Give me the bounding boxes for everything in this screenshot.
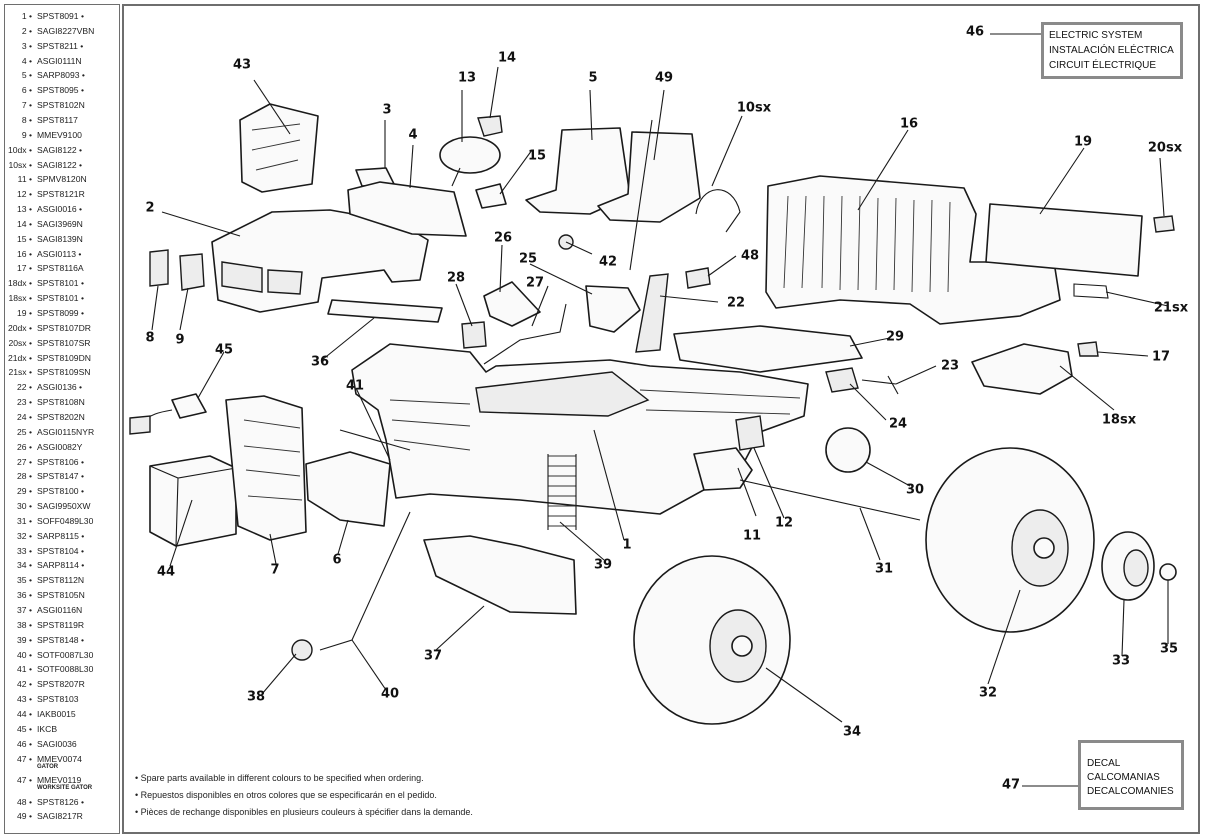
part-35 xyxy=(1160,564,1176,580)
part-number: 13 • xyxy=(17,204,32,215)
callout-30: 30 xyxy=(905,482,925,498)
part-15 xyxy=(476,184,506,208)
part-number: 4 • xyxy=(21,55,32,66)
part-code: SPST8104 • xyxy=(37,545,84,556)
part-number: 38 • xyxy=(17,619,32,630)
part-headlight-left xyxy=(150,250,168,286)
part-code: SPMV8120N xyxy=(37,174,87,185)
part-code: SARP8115 • xyxy=(37,530,85,541)
part-number: 26 • xyxy=(17,441,32,452)
part-number: 39 • xyxy=(17,634,32,645)
part-code: ASGI0082Y xyxy=(37,441,83,452)
callout-42: 42 xyxy=(598,254,618,270)
part-number: 15 • xyxy=(17,233,32,244)
part-code: SARP8093 • xyxy=(37,70,85,81)
part-code: SPST8107SR xyxy=(37,337,91,348)
callout-2: 2 xyxy=(145,200,155,216)
part-code: SPST8101 • xyxy=(37,278,84,289)
callout-19: 19 xyxy=(1073,134,1093,150)
callout-8: 8 xyxy=(145,330,155,346)
part-code: SPST8211 • xyxy=(37,40,84,51)
part-38 xyxy=(292,640,312,660)
callout-29: 29 xyxy=(885,329,905,345)
part-battery xyxy=(150,456,236,546)
part-code: SPST8109DN xyxy=(37,352,91,363)
part-variant: WORKSITE GATOR xyxy=(37,785,93,791)
callout-28: 28 xyxy=(446,270,466,286)
part-number: 14 • xyxy=(17,218,32,229)
part-25 xyxy=(586,286,640,332)
callout-34: 34 xyxy=(842,724,862,740)
callout-9: 9 xyxy=(175,332,185,348)
part-code: SPST8202N xyxy=(37,411,85,422)
footnotes xyxy=(135,770,473,821)
part-number: 21dx • xyxy=(7,352,32,363)
part-code: SPST8108N xyxy=(37,397,85,408)
part-code: SAGI3969N xyxy=(37,218,83,229)
callout-31: 31 xyxy=(874,561,894,577)
callout-38: 38 xyxy=(246,689,266,705)
part-number: 23 • xyxy=(17,397,32,408)
callout-48: 48 xyxy=(740,248,760,264)
callout-7: 7 xyxy=(270,562,280,578)
callout-5: 5 xyxy=(588,70,598,86)
part-code: SPST8099 • xyxy=(37,308,84,318)
part-number: 46 • xyxy=(17,738,32,749)
part-headlight-right xyxy=(180,254,204,290)
part-code: ASGI0115NYR xyxy=(37,426,95,437)
part-number: 43 • xyxy=(17,694,32,705)
part-number: 6 • xyxy=(21,85,32,96)
part-code: SPST8112N xyxy=(37,575,85,586)
part-steering-wheel xyxy=(440,137,500,186)
part-gearbox xyxy=(826,428,870,472)
part-number: 10sx • xyxy=(8,159,32,170)
callout-26: 26 xyxy=(493,230,513,246)
electric-system-line: ELECTRIC SYSTEM xyxy=(1049,30,1143,41)
part-seats xyxy=(526,128,700,222)
part-grille xyxy=(226,396,306,540)
part-rear-wheel xyxy=(926,448,1094,632)
part-number: 28 • xyxy=(17,471,32,482)
part-number: 47 • xyxy=(17,775,32,785)
callout-21sx: 21sx xyxy=(1153,300,1189,316)
part-code: SPST8103 xyxy=(37,694,79,705)
part-code: SAGI0036 xyxy=(37,738,77,749)
part-code: SPST8091 • xyxy=(37,11,84,21)
part-number: 45 • xyxy=(17,723,32,734)
part-number: 5 • xyxy=(21,70,32,81)
part-code: SAGI8139N xyxy=(37,233,83,244)
electric-system-line: CIRCUIT ÉLECTRIQUE xyxy=(1049,60,1157,71)
part-number: 9 • xyxy=(21,129,32,140)
part-40 xyxy=(320,512,410,650)
part-22 xyxy=(636,274,668,352)
part-code: SPST8121R xyxy=(37,189,85,200)
electric-system-line: INSTALACIÓN ELÉCTRICA xyxy=(1049,45,1174,56)
part-code: ASGI0113 • xyxy=(37,248,82,259)
footnote-french: • Pièces de rechange disponibles en plusieurs couleurs à spécifier dans la demande. xyxy=(135,807,473,817)
callout-32: 32 xyxy=(978,685,998,701)
callout-33: 33 xyxy=(1111,653,1131,669)
callout-17: 17 xyxy=(1151,349,1171,365)
part-code: SAGI8122 • xyxy=(37,159,83,170)
footnote-english: • Spare parts available in different colours to be specified when ordering. xyxy=(135,773,424,783)
part-number: 40 • xyxy=(17,649,32,660)
callout-27: 27 xyxy=(525,275,545,291)
part-number: 21sx • xyxy=(8,367,32,378)
part-number: 35 • xyxy=(17,575,32,586)
part-number: 33 • xyxy=(17,545,32,556)
callout-12: 12 xyxy=(774,515,794,531)
callout-23: 23 xyxy=(940,358,960,374)
part-code: ASGI0116N xyxy=(37,605,83,615)
part-code: ASGI0136 • xyxy=(37,382,83,393)
part-code: SPST8100 • xyxy=(37,486,84,497)
part-number: 18dx • xyxy=(7,278,32,289)
callout-46: 46 xyxy=(965,24,985,40)
part-variant: GATOR xyxy=(37,763,59,770)
callout-24: 24 xyxy=(888,416,908,432)
callout-47: 47 xyxy=(1001,777,1021,793)
part-code: SPST8148 • xyxy=(37,634,84,645)
part-code: ASGI0111N xyxy=(37,55,82,66)
part-48 xyxy=(686,268,710,288)
part-12 xyxy=(736,416,764,450)
part-code: MMEV9100 xyxy=(37,129,82,140)
part-number: 10dx • xyxy=(7,144,32,155)
part-code: SPST8107DR xyxy=(37,322,91,333)
decal-line: CALCOMANIAS xyxy=(1087,772,1160,783)
callout-39: 39 xyxy=(593,557,613,573)
part-number: 37 • xyxy=(17,605,32,615)
part-frame xyxy=(674,326,862,372)
callout-22: 22 xyxy=(726,295,746,311)
part-20sx xyxy=(1154,216,1174,232)
part-number: 34 • xyxy=(17,560,32,571)
part-code: SOFF0489L30 xyxy=(37,515,94,526)
part-number: 20sx • xyxy=(8,337,32,348)
callout-1: 1 xyxy=(622,537,632,553)
part-code: MMEV0119 WORKSITE GATOR xyxy=(37,775,93,791)
callout-49: 49 xyxy=(654,70,674,86)
callout-40: 40 xyxy=(380,686,400,702)
part-10sx xyxy=(696,190,740,232)
part-number: 49 • xyxy=(17,811,32,822)
part-number: 32 • xyxy=(17,530,32,541)
decal-line: DECAL xyxy=(1087,758,1121,769)
part-number: 20dx • xyxy=(7,322,32,333)
part-code: IKCB xyxy=(37,723,58,734)
part-23 xyxy=(862,376,898,394)
part-17 xyxy=(1078,342,1098,356)
part-number: 29 • xyxy=(17,486,32,497)
part-code: SPST8207R xyxy=(37,679,85,690)
part-code: SAGI8227VBN xyxy=(37,25,95,36)
footnote-spanish: • Repuestos disponibles en otros colores que se especificarán en el pedido. xyxy=(135,790,437,800)
part-6 xyxy=(306,452,390,526)
part-number: 42 • xyxy=(17,679,32,690)
part-number: 41 • xyxy=(17,664,32,675)
part-number: 36 • xyxy=(17,590,32,601)
part-front-wheel xyxy=(634,556,790,724)
part-code: SPST8106 • xyxy=(37,456,84,467)
part-code: SPST8101 • xyxy=(37,293,84,304)
part-number: 2 • xyxy=(21,25,32,36)
part-number: 18sx • xyxy=(8,293,32,304)
part-hubcap xyxy=(1102,532,1154,600)
callout-18sx: 18sx xyxy=(1101,412,1137,428)
part-code: SPST8119R xyxy=(37,619,85,630)
callout-3: 3 xyxy=(382,102,392,118)
part-number: 47 • xyxy=(17,753,32,764)
callout-45: 45 xyxy=(214,342,234,358)
decal-line: DECALCOMANIES xyxy=(1087,786,1174,797)
part-code: SPST8105N xyxy=(37,590,85,601)
part-code: SPST8147 • xyxy=(37,471,84,482)
part-number: 16 • xyxy=(17,248,32,259)
part-21sx xyxy=(1074,284,1108,298)
callout-36: 36 xyxy=(310,354,330,370)
part-axle xyxy=(740,480,920,520)
part-number: 8 • xyxy=(21,114,32,125)
part-code: SOTF0087L30 xyxy=(37,649,94,660)
callout-44: 44 xyxy=(156,564,176,580)
callout-16: 16 xyxy=(899,116,919,132)
part-code: SAGI8122 • xyxy=(37,144,83,155)
part-24 xyxy=(826,368,858,392)
part-number: 44 • xyxy=(17,708,32,719)
part-code: SPST8126 • xyxy=(37,796,84,807)
part-code: ASGI0016 • xyxy=(37,204,83,215)
part-number: 25 • xyxy=(17,426,32,437)
part-number: 31 • xyxy=(17,515,32,526)
part-code: SPST8117 xyxy=(37,114,78,125)
callout-14: 14 xyxy=(497,50,517,66)
part-number: 12 • xyxy=(17,189,32,200)
callout-43: 43 xyxy=(232,57,252,73)
callout-13: 13 xyxy=(457,70,477,86)
part-number: 48 • xyxy=(17,796,32,807)
callout-15: 15 xyxy=(527,148,547,164)
callout-35: 35 xyxy=(1159,641,1179,657)
part-code: SAGI8217R xyxy=(37,811,83,822)
electric-system-box xyxy=(1041,22,1183,79)
part-number: 7 • xyxy=(21,100,32,111)
part-14 xyxy=(478,116,502,136)
callout-20sx: 20sx xyxy=(1147,140,1183,156)
part-number: 11 • xyxy=(17,174,32,185)
callout-25: 25 xyxy=(518,251,538,267)
part-number: 19 • xyxy=(17,308,32,318)
part-number: 3 • xyxy=(21,40,32,51)
part-code: SPST8116A xyxy=(37,263,84,274)
part-28 xyxy=(462,322,486,348)
part-code: MMEV0074 GATOR xyxy=(37,753,82,770)
part-code: SPST8095 • xyxy=(37,85,84,96)
part-fender xyxy=(972,344,1072,394)
callout-10sx: 10sx xyxy=(736,100,772,116)
decal-box xyxy=(1078,740,1184,810)
part-code: SPST8109SN xyxy=(37,367,91,378)
part-number: 17 • xyxy=(17,263,32,274)
callout-6: 6 xyxy=(332,552,342,568)
callout-11: 11 xyxy=(742,528,762,544)
part-code: IAKB0015 xyxy=(37,708,76,719)
part-number: 24 • xyxy=(17,411,32,422)
part-code: SAGI9950XW xyxy=(37,501,91,512)
part-code: SARP8114 • xyxy=(37,560,85,571)
part-code: SOTF0088L30 xyxy=(37,664,94,675)
part-37 xyxy=(424,536,576,614)
part-number: 27 • xyxy=(17,456,32,467)
part-charger xyxy=(130,394,206,434)
part-number: 22 • xyxy=(17,382,32,393)
callout-37: 37 xyxy=(423,648,443,664)
part-code: SPST8102N xyxy=(37,100,85,111)
part-number: 1 • xyxy=(21,11,32,21)
part-36 xyxy=(328,300,442,322)
callout-4: 4 xyxy=(408,127,418,143)
part-number: 30 • xyxy=(17,501,32,512)
callout-41: 41 xyxy=(345,378,365,394)
